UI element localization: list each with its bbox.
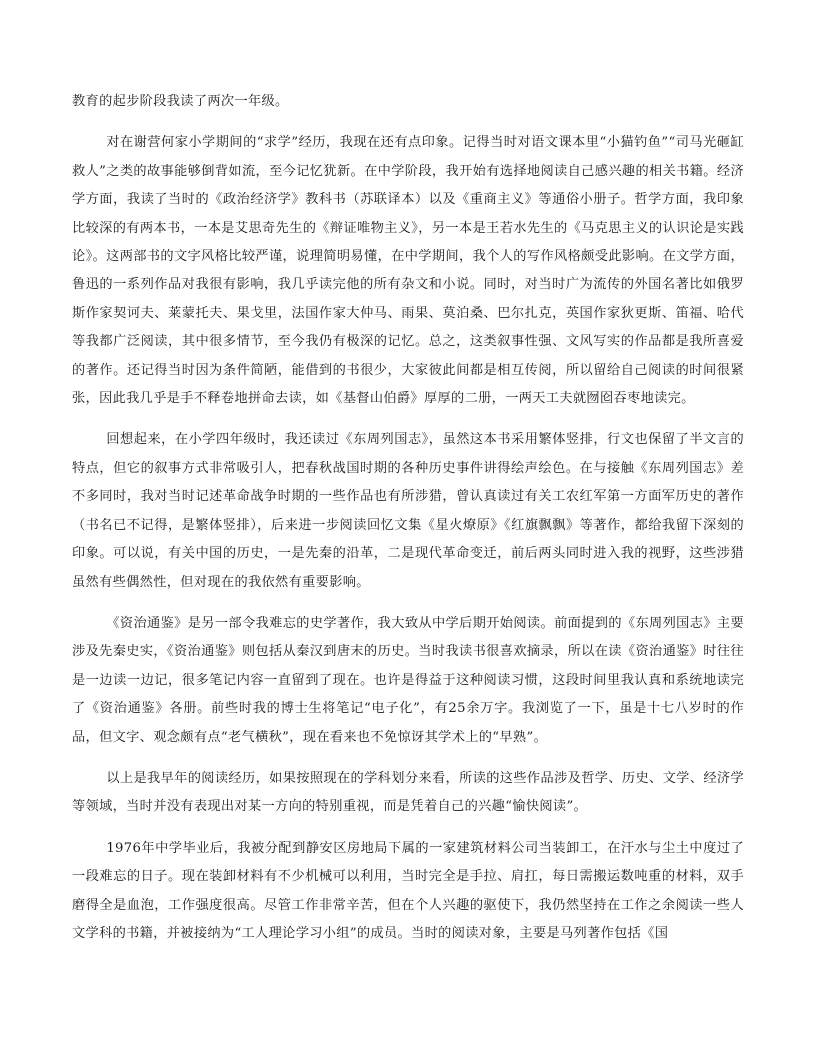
paragraph-3: 回想起来，在小学四年级时，我还读过《东周列国志》，虽然这本书采用繁体竖排，行文也保留了半文言的特点，但它的叙事方式非常吸引人，把春秋战国时期的各种历史事件讲得绘声绘色。在与接触《东周列国志》差不多同时，我对当时记述革命战争时期的一些作品也有所涉猎，曾认真读过有关工农红军第一方面军历史的著作（书名已不记得，是繁体竖排），后来进一步阅读回忆文集《星火燎原》《红旗飘飘》等著作，都给我留下深刻的印象。可以说，有关中国的历史，一是先秦的沿革，二是现代革命变迁，前后两头同时进入我的视野，这些涉猎虽然有些偶然性，但对现在的我依然有重要影响。 — [72, 432, 744, 590]
document-body — [72, 88, 744, 948]
paragraph-2: 对在谢营何家小学期间的“求学”经历，我现在还有点印象。记得当时对语文课本里“小猫钓鱼”“司马光砸缸救人”之类的故事能够倒背如流，至今记忆犹新。在中学阶段，我开始有选择地阅读自己感兴趣的相关书籍。经济学方面，我读了当时的《政治经济学》教科书（苏联译本）以及《重商主义》等通俗小册子。哲学方面，我印象比较深的有两本书，一本是艾思奇先生的《辩证唯物主义》，另一本是王若水先生的《马克思主义的认识论是实践论》。这两部书的文字风格比较严谨，说理简明易懂，在中学期间，我个人的写作风格颇受此影响。在文学方面，鲁迅的一系列作品对我很有影响，我几乎读完他的所有杂文和小说。同时，对当时广为流传的外国名著比如俄罗斯作家契诃夫、莱蒙托夫、果戈里，法国作家大仲马、雨果、莫泊桑、巴尔扎克，英国作家狄更斯、笛福、哈代等我都广泛阅读，其中很多情节，至今我仍有极深的记忆。总之，这类叙事性强、文风写实的作品都是我所喜爱的著作。还记得当时因为条件简陋，能借到的书很少，大家彼此间都是相互传阅，所以留给自己阅读的时间很紧张，因此我几乎是手不释卷地拼命去读，如《基督山伯爵》厚厚的二册，一两天工夫就囫囵吞枣地读完。 — [72, 135, 744, 407]
paragraph-6: 1976年中学毕业后，我被分配到静安区房地局下属的一家建筑材料公司当装卸工，在汗水与尘土中度过了一段难忘的日子。现在装卸材料有不少机械可以利用，当时完全是手拉、肩扛，每日需搬运数吨重的材料，双手磨得全是血泡，工作强度很高。尽管工作非常辛苦，但在个人兴趣的驱使下，我仍然坚持在工作之余阅读一些人文学科的书籍，并被接纳为“工人理论学习小组”的成员。当时的阅读对象，主要是马列著作包括《国 — [72, 840, 744, 941]
paragraph-4: 《资治通鉴》是另一部令我难忘的史学著作，我大致从中学后期开始阅读。前面提到的《东周列国志》主要涉及先秦史实，《资治通鉴》则包括从秦汉到唐末的历史。当时我读书很喜欢摘录，所以在读《资治通鉴》时往往是一边读一边记，很多笔记内容一直留到了现在。也许是得益于这种阅读习惯，这段时间里我认真和系统地读完了《资治通鉴》各册。前些时我的博士生将笔记“电子化”，有25余万字。我浏览了一下，虽是十七八岁时的作品，但文字、观念颇有点“老气横秋”，现在看来也不免惊讶其学术上的“早熟”。 — [72, 615, 744, 745]
paragraph-1: 教育的起步阶段我读了两次一年级。 — [72, 94, 289, 109]
paragraph-5: 以上是我早年的阅读经历，如果按照现在的学科划分来看，所读的这些作品涉及哲学、历史、文学、经济学等领域，当时并没有表现出对某一方向的特别重视，而是凭着自己的兴趣“愉快阅读”。 — [72, 770, 744, 815]
